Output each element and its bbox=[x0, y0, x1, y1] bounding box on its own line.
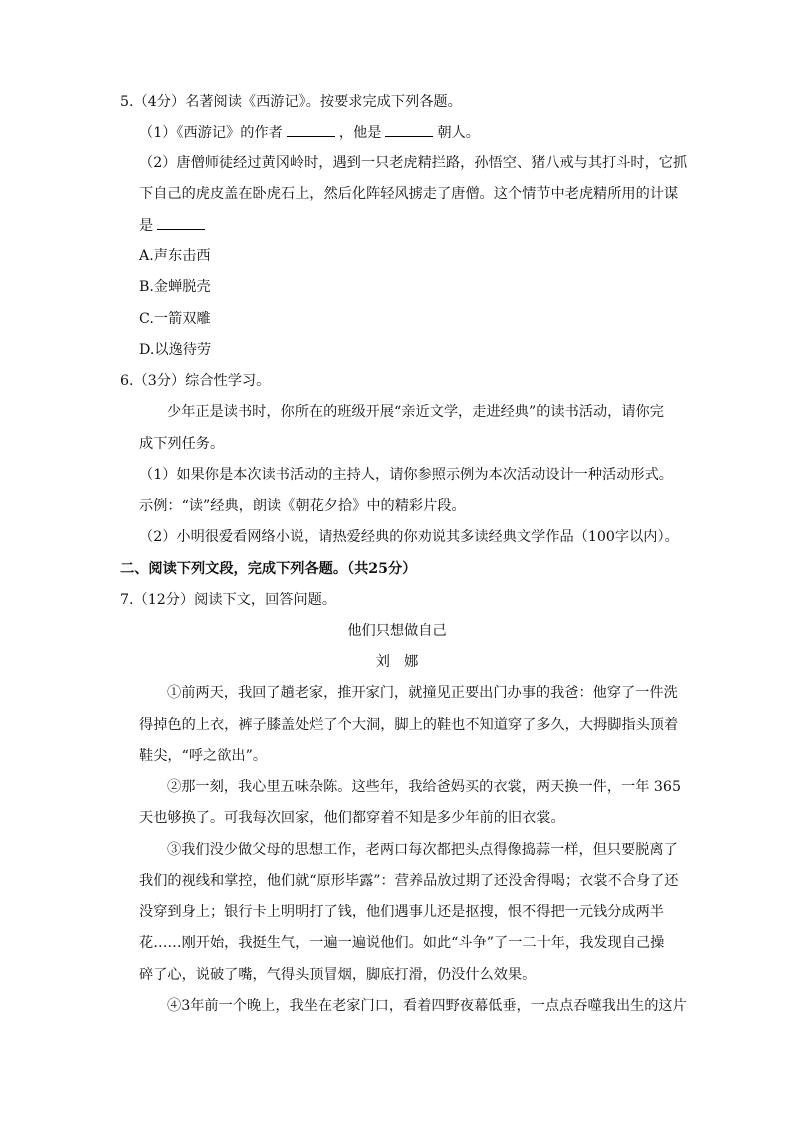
answer-blank-author[interactable] bbox=[287, 122, 335, 137]
answer-blank-strategy[interactable] bbox=[157, 215, 205, 230]
q5-option-a: A.声东击西 bbox=[139, 248, 211, 264]
q6-intro-line2: 成下列任务。 bbox=[139, 436, 225, 452]
q6-header: 6.（3分）综合性学习。 bbox=[120, 373, 271, 389]
article-title: 他们只想做自己 bbox=[347, 623, 447, 639]
q5-part1-text-c: 朝人。 bbox=[437, 125, 480, 141]
q5-part1 bbox=[139, 122, 480, 143]
article-line: 鞋尖，“呼之欲出”。 bbox=[139, 748, 268, 764]
q6-example: 示例：“读”经典，朗读《朝花夕拾》中的精彩片段。 bbox=[139, 498, 466, 514]
q5-option-c: C.一箭双雕 bbox=[139, 311, 211, 327]
article-line: ①前两天，我回了趟老家，推开家门，就撞见正要出门办事的我爸：他穿了一件洗 bbox=[167, 685, 678, 701]
article-line: 我们的视线和掌控，他们就“原形毕露”：营养品放过期了还没舍得喝；衣裳不合身了还 bbox=[139, 873, 679, 889]
q5-part2-line1: （2）唐僧师徒经过黄冈岭时，遇到一只老虎精拦路，孙悟空、猪八戒与其打斗时，它抓 bbox=[139, 155, 688, 171]
q5-part2-line3 bbox=[139, 215, 209, 236]
article-line: 碎了心，说破了嘴，气得头顶冒烟，脚底打滑，仍没什么效果。 bbox=[139, 967, 537, 983]
article-line: 得掉色的上衣，裤子膝盖处烂了个大洞，脚上的鞋也不知道穿了多久，大拇脚指头顶着 bbox=[139, 717, 679, 733]
answer-blank-dynasty[interactable] bbox=[385, 122, 433, 137]
article-line: 花……刚开始，我挺生气，一遍一遍说他们。如此“斗争”了一二十年，我发现自己操 bbox=[139, 935, 665, 951]
q6-intro-line1: 少年正是读书时，你所在的班级开展“亲近文学，走进经典”的读书活动，请你完 bbox=[167, 404, 664, 420]
q6-task2: （2）小明很爱看网络小说，请热爱经典的你劝说其多读经典文学作品（100字以内）。 bbox=[139, 529, 679, 545]
article-line: 天也够换了。可我每次回家，他们都穿着不知是多少年前的旧衣裳。 bbox=[139, 810, 565, 826]
q5-part1-text-b: ，他是 bbox=[338, 125, 382, 141]
q5-part1-text-a: （1）《西游记》的作者 bbox=[139, 125, 283, 141]
q5-option-d: D.以逸待劳 bbox=[139, 342, 212, 358]
article-line: 没穿到身上；银行卡上明明打了钱，他们遇事儿还是抠搜，恨不得把一元钱分成两半 bbox=[139, 904, 664, 920]
q7-header: 7.（12分）阅读下文，回答问题。 bbox=[120, 592, 337, 608]
q5-part2-line3-text: 是 bbox=[139, 218, 154, 234]
q5-header: 5.（4分）名著阅读《西游记》。按要求完成下列各题。 bbox=[120, 94, 462, 110]
section-heading: 二、阅读下列文段，完成下列各题。（共25分） bbox=[120, 561, 417, 577]
article-line: ②那一刻，我心里五味杂陈。这些年，我给爸妈买的衣裳，两天换一件，一年 365 bbox=[167, 779, 681, 795]
q5-option-b: B.金蝉脱壳 bbox=[139, 279, 211, 295]
article-author: 刘 娜 bbox=[375, 654, 419, 670]
article-line: ④3年前一个晚上，我坐在老家门口，看着四野夜幕低垂，一点点吞噬我出生的这片 bbox=[167, 998, 687, 1014]
q5-part2-line2: 下自己的虎皮盖在卧虎石上，然后化阵轻风掳走了唐僧。这个情节中老虎精所用的计谋 bbox=[139, 186, 679, 202]
q6-task1: （1）如果你是本次读书活动的主持人，请你参照示例为本次活动设计一种活动形式。 bbox=[139, 467, 673, 483]
article-line: ③我们没少做父母的思想工作，老两口每次都把头点得像捣蒜一样，但只要脱离了 bbox=[167, 842, 678, 858]
